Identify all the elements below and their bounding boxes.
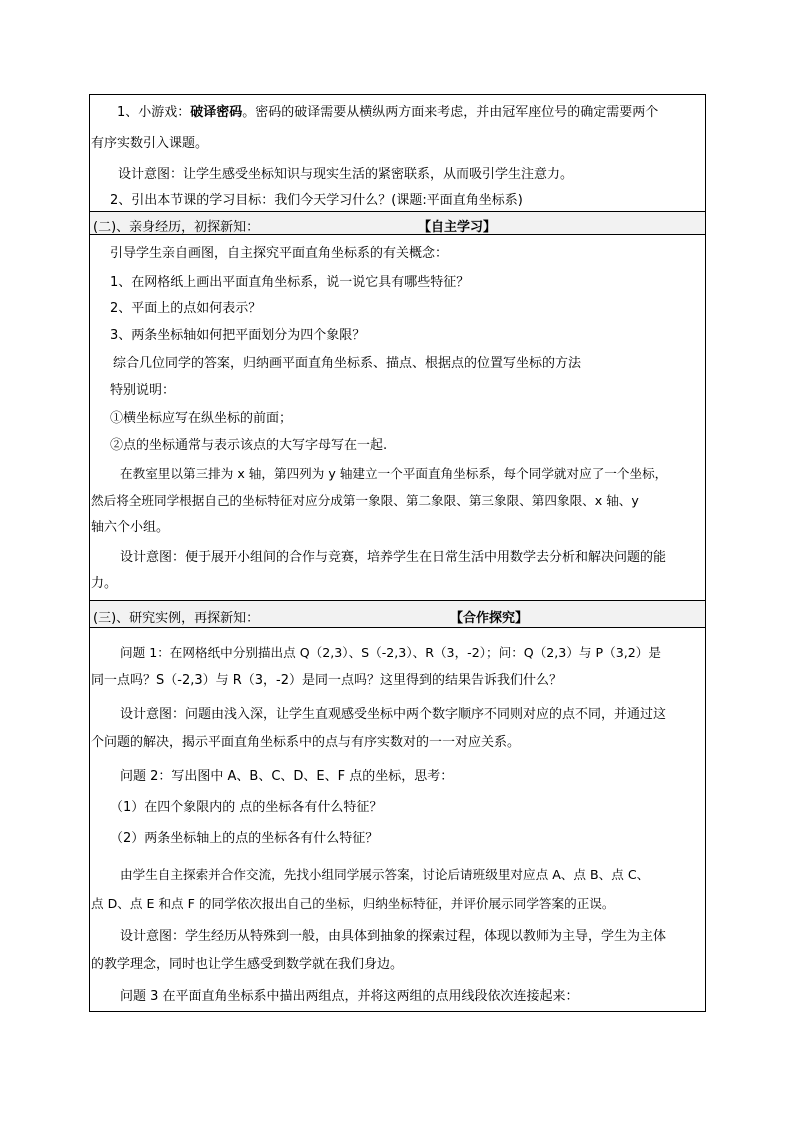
section-2-header [90, 211, 705, 235]
section-3-tag: 【合作探究】 [450, 611, 529, 626]
question-1: 1、在网格纸上画出平面直角坐标系，说一说它具有哪些特征？ [110, 275, 470, 290]
section-3-title: (三)、研究实例，再探新知： [93, 611, 260, 626]
question-2: 2、平面上的点如何表示？ [110, 301, 262, 316]
classroom-activity-line3: 轴六个小组。 [91, 520, 170, 535]
design-intent-3-line2: 个问题的解决，揭示平面直角坐标系中的点与有序实数对的一一对应关系。 [91, 735, 521, 750]
design-intent-2-line1: 设计意图：便于展开小组间的合作与竞赛，培养学生在日常生活中用数学去分析和解决问题的能 [120, 550, 667, 565]
section-2-title: (二)、亲身经历，初探新知： [93, 220, 260, 235]
game-description: 。密码的破译需要从横纵两方面来考虑，并由冠军座位号的确定需要两个 [242, 105, 659, 120]
design-intent-3-line1: 设计意图：问题由浅入深，让学生直观感受坐标中两个数字顺序不同则对应的点不同，并通过这 [120, 707, 667, 722]
design-intent-4-line1: 设计意图：学生经历从特殊到一般，由具体到抽象的探索过程，体现以教师为主导，学生为主体 [120, 929, 667, 944]
question-3: 3、两条坐标轴如何把平面划分为四个象限？ [110, 328, 366, 343]
learning-goal-item: 2、引出本节课的学习目标：我们今天学习什么？(课题:平面直角坐标系) [110, 193, 523, 208]
special-note-title: 特别说明： [110, 383, 176, 398]
problem-1-line1: 问题 1：在网格纸中分别描出点 Q（2,3）、S（-2,3）、R（3，-2）；问：Q（2,3）与 P（3,2）是 [120, 645, 661, 660]
section-2-intro: 引导学生亲自画图，自主探究平面直角坐标系的有关概念： [110, 246, 449, 261]
problem-3: 问题 3 在平面直角坐标系中描出两组点，并将这两组的点用线段依次连接起来： [120, 989, 579, 1004]
special-note-2: ②点的坐标通常与表示该点的大写字母写在一起. [110, 438, 388, 453]
classroom-activity-line1: 在教室里以第三排为 x 轴，第四列为 y 轴建立一个平面直角坐标系，每个同学就对应了一个坐标， [120, 466, 668, 481]
design-intent-1: 设计意图：让学生感受坐标知识与现实生活的紧密联系，从而吸引学生注意力。 [118, 167, 574, 182]
game-item-line2: 有序实数引入课题。 [91, 136, 209, 151]
lesson-plan-table [89, 94, 706, 1012]
problem-2-explanation-line1: 由学生自主探索并合作交流，先找小组同学展示答案，讨论后请班级里对应点 A、点 B、点 C、 [120, 867, 650, 882]
method-summary: 综合几位同学的答案，归纳画平面直角坐标系、描点、根据点的位置写坐标的方法 [113, 356, 582, 371]
section-2-tag: 【自主学习】 [418, 220, 497, 235]
section-3-header [90, 600, 705, 628]
game-item-prefix: 1、小游戏： [117, 105, 191, 120]
problem-2: 问题 2：写出图中 A、B、C、D、E、F 点的坐标，思考： [120, 769, 454, 784]
problem-1-line2: 同一点吗？S（-2,3）与 R（3，-2）是同一点吗？这里得到的结果告诉我们什么？ [91, 673, 563, 688]
design-intent-2-line2: 力。 [91, 576, 118, 591]
game-title: 破译密码 [190, 105, 243, 120]
special-note-1: ①横坐标应写在纵坐标的前面； [110, 411, 293, 426]
design-intent-4-line2: 的教学理念，同时也让学生感受到数学就在我们身边。 [91, 957, 404, 972]
problem-2-explanation-line2: 点 D、点 E 和点 F 的同学依次报出自己的坐标，归纳坐标特征，并评价展示同学答案的正误。 [91, 896, 615, 911]
problem-2-sub-2: （2）两条坐标轴上的点的坐标各有什么特征？ [110, 831, 379, 846]
game-item-line1 [117, 105, 658, 121]
classroom-activity-line2: 然后将全班同学根据自己的坐标特征对应分成第一象限、第二象限、第三象限、第四象限、x 轴、y [91, 493, 639, 508]
problem-2-sub-1: （1）在四个象限内的 点的坐标各有什么特征？ [110, 800, 383, 815]
